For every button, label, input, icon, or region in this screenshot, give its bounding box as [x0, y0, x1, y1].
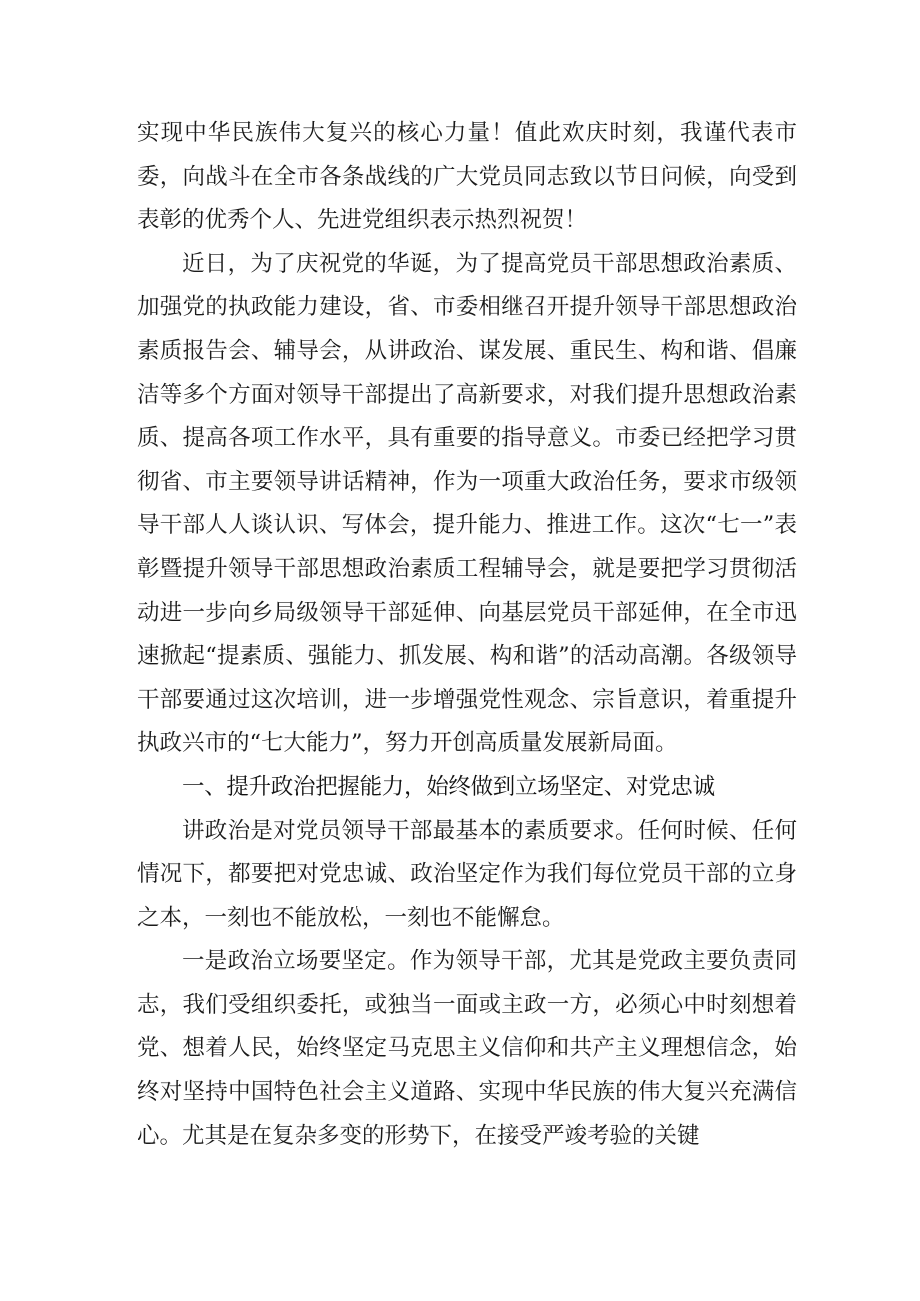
paragraph-recent-meetings: 近日，为了庆祝党的华诞，为了提高党员干部思想政治素质、加强党的执政能力建设，省、市委相继召开提升领导干部思想政治素质报告会、辅导会，从讲政治、谋发展、重民生、构和谐、倡廉洁等多个方面对领导干部提出了高新要求，对我们提升思想政治素质、提高各项工作水平，具有重要的指导意义。市委已经把学习贯彻省、市主要领导讲话精神，作为一项重大政治任务，要求市级领导干部人人谈认识、写体会，提升能力、推进工作。这次“七一”表彰暨提升领导干部思想政治素质工程辅导会，就是要把学习贯彻活动进一步向乡局级领导干部延伸、向基层党员干部延伸，在全市迅速掀起“提素质、强能力、抓发展、构和谐”的活动高潮。各级领导干部要通过这次培训，进一步增强党性观念、宗旨意识，着重提升执政兴市的“七大能力”，努力开创高质量发展新局面。	[137, 250, 797, 757]
paragraph-political-stance: 一是政治立场要坚定。作为领导干部，尤其是党政主要负责同志，我们受组织委托，或独当一面或主政一方，必须心中时刻想着党、想着人民，始终坚定马克思主义信仰和共产主义理想信念，始终对坚持中国特色社会主义道路、实现中华民族的伟大复兴充满信心。尤其是在复杂多变的形势下，在接受严竣考验的关键	[137, 948, 797, 1149]
paragraph-political-requirement: 讲政治是对党员领导干部最基本的素质要求。任何时候、任何情况下，都要把对党忠诚、政治坚定作为我们每位党员干部的立身之本，一刻也不能放松，一刻也不能懈怠。	[137, 817, 797, 931]
paragraph-continuation: 实现中华民族伟大复兴的核心力量！值此欢庆时刻，我谨代表市委，向战斗在全市各条战线的广大党员同志致以节日问候，向受到表彰的优秀个人、先进党组织表示热烈祝贺！	[137, 120, 797, 234]
section-heading-1: 一、提升政治把握能力，始终做到立场坚定、对党忠诚	[182, 773, 715, 800]
document-body	[137, 112, 797, 1158]
